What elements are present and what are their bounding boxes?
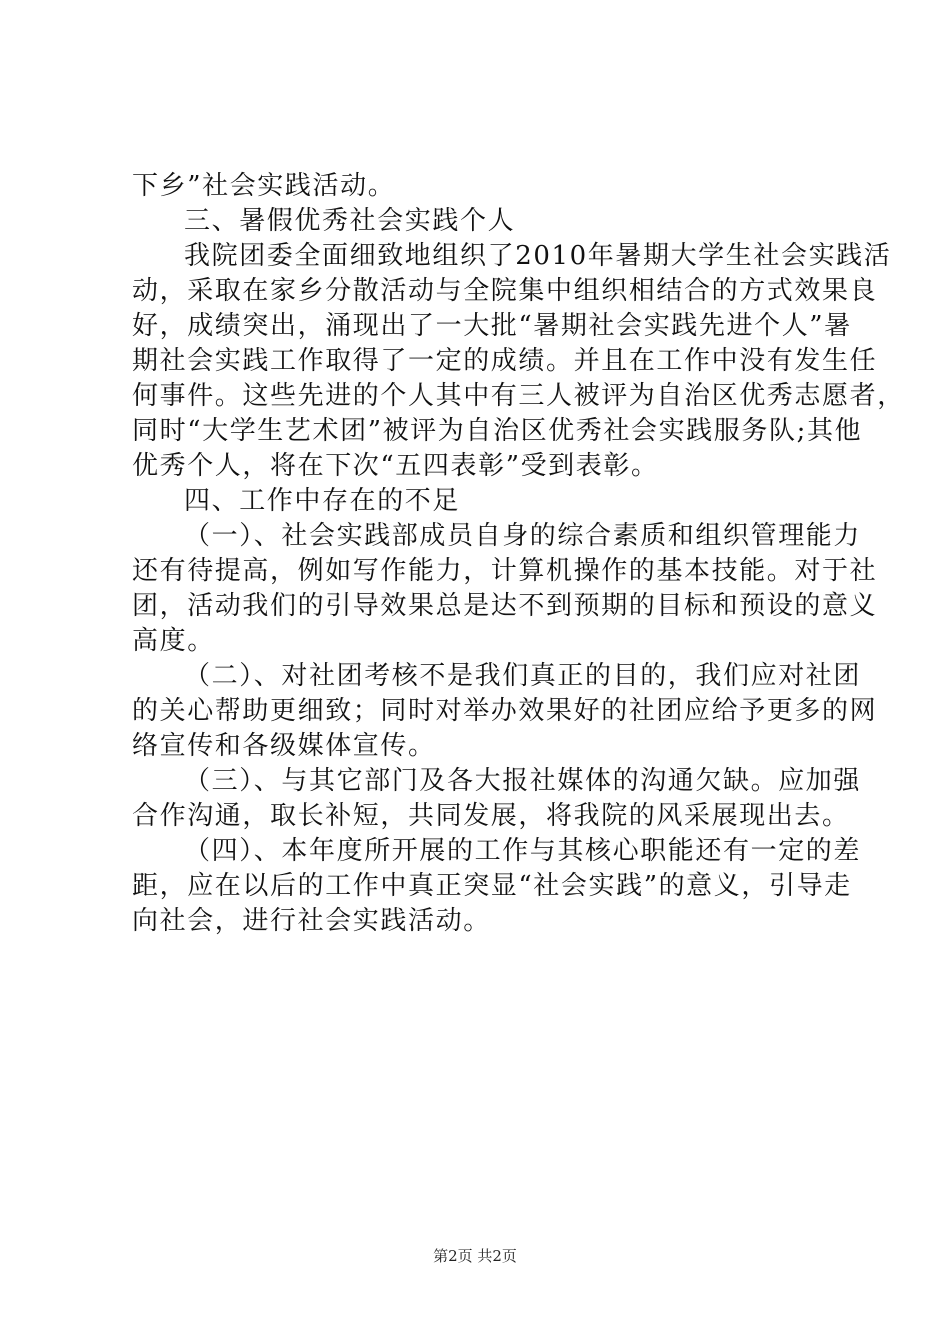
text-line: 的关心帮助更细致；同时对举办效果好的社团应给予更多的网 — [132, 696, 878, 726]
text-line: 动，采取在家乡分散活动与全院集中组织相结合的方式效果良 — [132, 276, 878, 306]
text-line: 好，成绩突出，涌现出了一大批“暑期社会实践先进个人”暑 — [132, 311, 852, 341]
text-line: 络宣传和各级媒体宣传。 — [132, 731, 436, 761]
section-heading: 四、工作中存在的不足 — [184, 486, 461, 516]
text-line: 还有待提高，例如写作能力，计算机操作的基本技能。对于社 — [132, 556, 878, 586]
text-line: （一）、社会实践部成员自身的综合素质和组织管理能力 — [184, 521, 862, 551]
text-line: 高度。 — [132, 626, 215, 656]
text-line: 团，活动我们的引导效果总是达不到预期的目标和预设的意义 — [132, 591, 878, 621]
section-heading: 三、暑假优秀社会实践个人 — [184, 206, 516, 236]
page-footer: 第2页 共2页 — [433, 1247, 517, 1265]
text-line: 我院团委全面细致地组织了2010年暑期大学生社会实践活 — [184, 241, 892, 271]
text-line: 期社会实践工作取得了一定的成绩。并且在工作中没有发生任 — [132, 346, 878, 376]
text-line: 下乡”社会实践活动。 — [132, 171, 396, 201]
text-line: 向社会，进行社会实践活动。 — [132, 906, 491, 936]
text-line: 优秀个人，将在下次“五四表彰”受到表彰。 — [132, 451, 659, 481]
text-line: 何事件。这些先进的个人其中有三人被评为自治区优秀志愿者， — [132, 381, 905, 411]
text-line: 同时“大学生艺术团”被评为自治区优秀社会实践服务队;其他 — [132, 416, 863, 446]
text-line: （二）、对社团考核不是我们真正的目的，我们应对社团 — [184, 661, 862, 691]
text-line: 距，应在以后的工作中真正突显“社会实践”的意义，引导走 — [132, 871, 852, 901]
text-line: （三）、与其它部门及各大报社媒体的沟通欠缺。应加强 — [184, 766, 862, 796]
text-line: 合作沟通，取长补短，共同发展，将我院的风采展现出去。 — [132, 801, 850, 831]
text-line: （四）、本年度所开展的工作与其核心职能还有一定的差 — [184, 836, 862, 866]
